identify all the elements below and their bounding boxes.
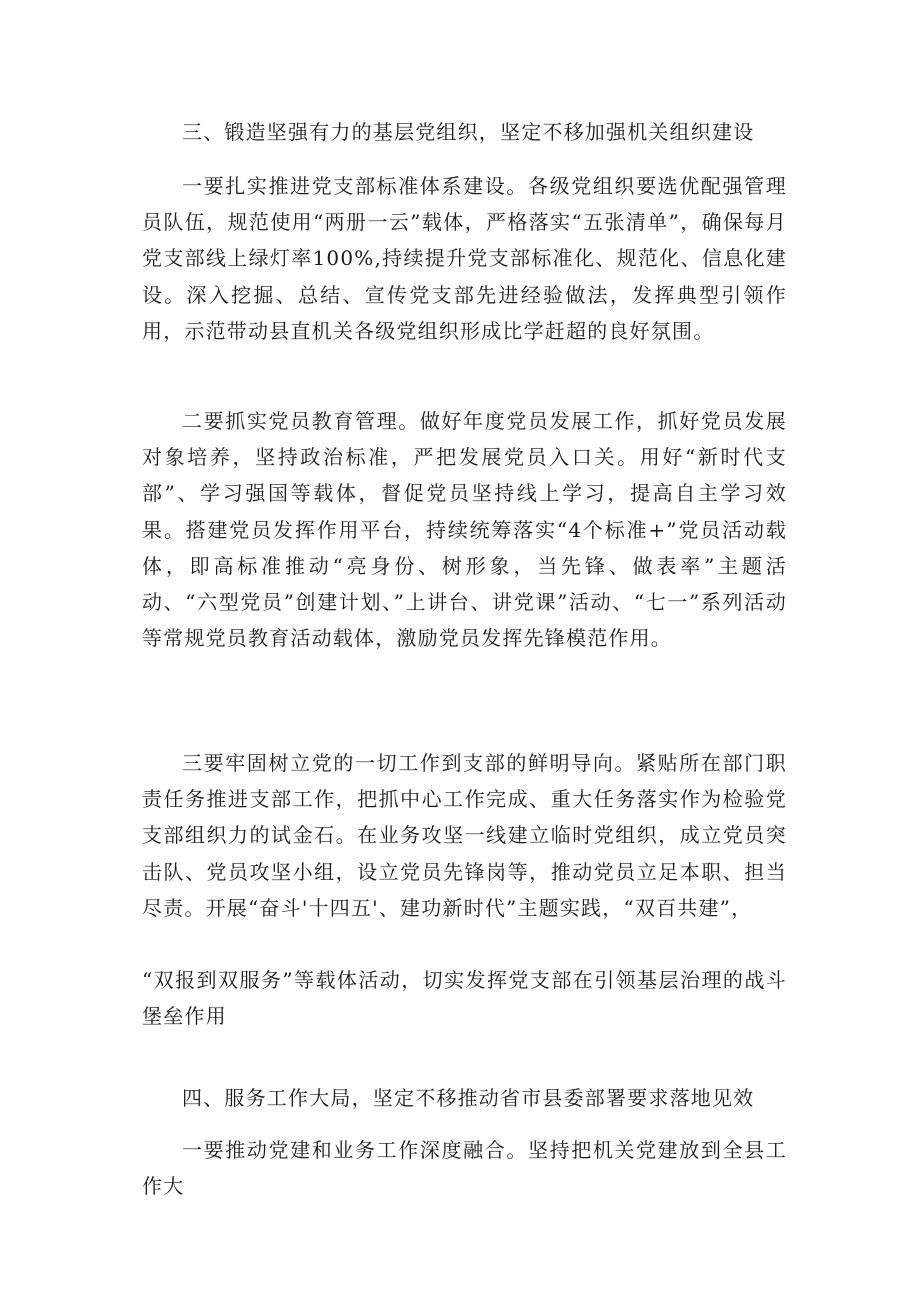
paragraph-integration: 一要推动党建和业务工作深度融合。坚持把机关党建放到全县工作大 [142,1138,787,1199]
paragraph-branch-orientation: 三要牢固树立党的一切工作到支部的鲜明导向。紧贴所在部门职责任务推进支部工作，把抓中心工作完成、重大任务落实作为检验党支部组织力的试金石。在业务攻坚一线建立临时党组织，成立党员突击队、党员攻坚小组，设立党员先锋岗等，推动党员立足本职、担当尽责。开展“奋斗'十四五'、建功新时代”主题实践，“双百共建”， [142,751,787,920]
paragraph-double-service: “双报到双服务”等载体活动，切实发挥党支部在引领基层治理的战斗堡垒作用 [142,968,787,1029]
paragraph-branch-standards: 一要扎实推进党支部标准体系建设。各级党组织要选优配强管理员队伍，规范使用“两册一云”载体，严格落实“五张清单”，确保每月党支部线上绿灯率100%,持续提升党支部标准化、规范化、信息化建设。深入挖掘、总结、宣传党支部先进经验做法，发挥典型引领作用，示范带动县直机关各级党组织形成比学赶超的良好氛围。 [142,174,787,343]
section-heading-four: 四、服务工作大局，坚定不移推动省市县委部署要求落地见效 [182,1086,755,1110]
section-heading-three: 三、锻造坚强有力的基层党组织，坚定不移加强机关组织建设 [182,120,755,144]
paragraph-member-education: 二要抓实党员教育管理。做好年度党员发展工作，抓好党员发展对象培养，坚持政治标准，严把发展党员入口关。用好“新时代支部”、学习强国等载体，督促党员坚持线上学习，提高自主学习效果。搭建党员发挥作用平台，持续统筹落实“4个标准+”党员活动载体，即高标准推动“亮身份、树形象，当先锋、做表率”主题活动、“六型党员”创建计划、”上讲台、讲党课”活动、“七一”系列活动等常规党员教育活动载体，激励党员发挥先锋模范作用。 [142,409,787,651]
